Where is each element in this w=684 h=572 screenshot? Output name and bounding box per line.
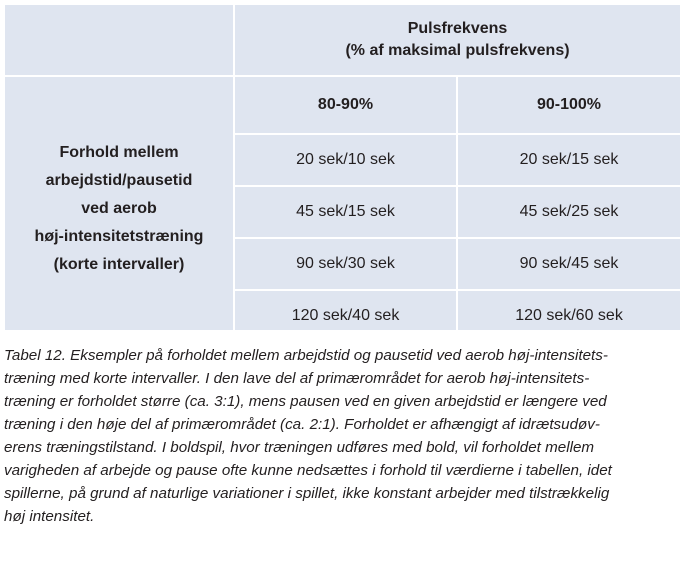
caption-line: træning i den høje del af primærområdet (ca. 2:1). Forholdet er afhængigt af idrætsudøv- [4, 416, 600, 433]
interval-table [3, 3, 682, 343]
caption-line: erens træningstilstand. I boldspil, hvor træningen udføres med bold, vil forholdet mellem [4, 439, 595, 456]
row-label-line: høj-intensitetstræning [34, 228, 204, 245]
table-cell: 90 sek/30 sek [234, 238, 457, 290]
caption-line: træning er forholdet større (ca. 3:1), mens pausen ved en given arbejdstid er længere ved [4, 393, 607, 410]
table-cell: 120 sek/60 sek [457, 290, 681, 342]
table-cell: 90 sek/45 sek [457, 238, 681, 290]
caption-line: varigheden af arbejde og pause ofte kunne nedsættes i forhold til værdierne i tabellen, idet [4, 462, 612, 479]
column-header-90-100: 90-100% [457, 76, 681, 134]
row-label-cell [4, 76, 234, 342]
column-header-80-90: 80-90% [234, 76, 457, 134]
interval-table-container [3, 3, 680, 330]
table-cell: 45 sek/25 sek [457, 186, 681, 238]
row-label-line: Forhold mellem [59, 144, 179, 161]
table-cell: 45 sek/15 sek [234, 186, 457, 238]
pulsfrekvens-header [234, 4, 681, 76]
table-corner-cell [4, 4, 234, 76]
row-label-line: (korte intervaller) [53, 256, 185, 273]
row-label-line: arbejdstid/pausetid [45, 172, 193, 189]
caption-line: Tabel 12. Eksempler på forholdet mellem arbejdstid og pausetid ved aerob høj-intensitets- [4, 347, 608, 364]
header-line-1: Pulsfrekvens [407, 20, 508, 37]
table-cell: 20 sek/10 sek [234, 134, 457, 186]
table-cell: 120 sek/40 sek [234, 290, 457, 342]
caption-line: høj intensitet. [4, 508, 95, 525]
table-caption [4, 344, 680, 528]
caption-line: spillerne, på grund af naturlige variationer i spillet, ikke konstant arbejder med tilstrækkelig [4, 485, 610, 502]
row-label-line: ved aerob [81, 200, 157, 217]
caption-line: træning med korte intervaller. I den lave del af primærområdet for aerob høj-intensitets- [4, 370, 590, 387]
table-cell: 20 sek/15 sek [457, 134, 681, 186]
header-line-2: (% af maksimal pulsfrekvens) [345, 42, 570, 59]
